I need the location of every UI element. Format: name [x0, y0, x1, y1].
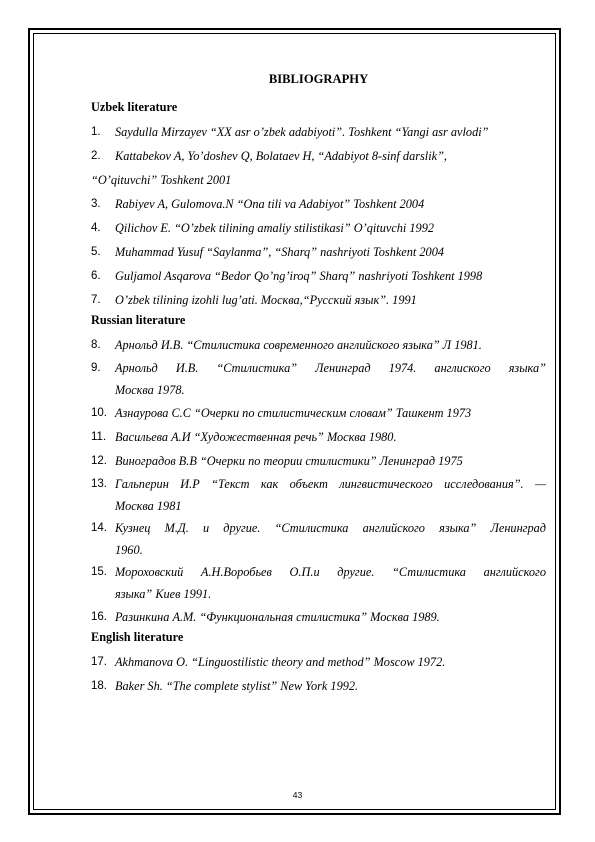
entry-number: 14.: [91, 522, 107, 534]
entry-number: 1.: [91, 126, 101, 138]
bib-entry-12: [91, 449, 546, 473]
entry-text: Saydulla Mirzayev “XX asr o’zbek adabiyoti”. Toshkent “Yangi asr avlodi”: [115, 125, 489, 139]
entry-text: Guljamol Asqarova “Bedor Qo’ng’iroq” Sharq” nashriyoti Toshkent 1998: [115, 269, 483, 283]
entry-number: 18.: [91, 680, 107, 692]
entry-text: Гальперин И.Р “Текст как объект лингвистического исследования”. —: [115, 477, 546, 491]
bib-entry-10: [91, 401, 546, 425]
entry-number: 2.: [91, 150, 101, 162]
entry-number: 7.: [91, 294, 101, 306]
entry-text: O’zbek tilining izohli lug’ati. Москва,“Русский язык”. 1991: [115, 293, 417, 307]
entry-continuation: “O’qituvchi” Toshkent 2001: [91, 173, 232, 187]
entry-text: Мороховский А.Н.Воробьев О.П.и другие. “Стилистика английского: [115, 565, 546, 579]
bibliography-content: [91, 66, 546, 698]
bib-entry-3: [91, 192, 546, 216]
entry-number: 12.: [91, 455, 107, 467]
entry-number: 5.: [91, 246, 101, 258]
entry-text: Азнаурова С.С “Очерки по стилистическим словам” Ташкент 1973: [115, 406, 472, 420]
entry-text: Арнольд И.В. “Стилистика современного английского языка” Л 1981.: [115, 338, 482, 352]
entry-continuation: Москва 1978.: [115, 383, 185, 397]
entry-number: 10.: [91, 407, 107, 419]
bib-entry-13: [91, 473, 546, 495]
entry-number: 6.: [91, 270, 101, 282]
entry-continuation: 1960.: [115, 543, 143, 557]
page-number: 43: [292, 790, 303, 800]
bib-entry-5: [91, 240, 546, 264]
bib-entry-6: [91, 264, 546, 288]
entry-number: 17.: [91, 656, 107, 668]
entry-number: 4.: [91, 222, 101, 234]
entry-number: 15.: [91, 566, 107, 578]
bib-entry-4: [91, 216, 546, 240]
entry-continuation: Москва 1981: [115, 499, 182, 513]
bib-entry-9: [91, 357, 546, 379]
entry-number: 11.: [91, 431, 107, 443]
section-heading-english: English literature: [91, 630, 184, 644]
entry-text: Rabiyev A, Gulomova.N “Ona tili va Adabiyot” Toshkent 2004: [115, 197, 425, 211]
section-heading-russian: Russian literature: [91, 313, 186, 327]
entry-number: 3.: [91, 198, 101, 210]
bib-entry-18: [91, 674, 546, 698]
entry-text: Кузнец М.Д. и другие. “Стилистика английского языка” Ленинград: [115, 521, 546, 535]
bib-entry-16: [91, 605, 546, 629]
entry-number: 9.: [91, 362, 101, 374]
entry-continuation: языка” Киев 1991.: [115, 587, 212, 601]
entry-text: Qilichov E. “O’zbek tilining amaliy stilistikasi” O’qituvchi 1992: [115, 221, 435, 235]
entry-text: Разинкина А.М. “Функциональная стилистика” Москва 1989.: [115, 610, 440, 624]
bib-entry-15: [91, 561, 546, 583]
entry-text: Baker Sh. “The complete stylist” New York 1992.: [115, 679, 359, 693]
bib-entry-14: [91, 517, 546, 539]
entry-text: Виноградов В.В “Очерки по теории стилистики” Ленинград 1975: [115, 454, 463, 468]
entry-text: Akhmanova O. “Linguostilistic theory and method” Moscow 1972.: [115, 655, 446, 669]
entry-text: Kattabekov A, Yo’doshev Q, Bolataev H, “Adabiyot 8-sinf darslik”,: [115, 149, 447, 163]
entry-text: Muhammad Yusuf “Saylanma”, “Sharq” nashriyoti Toshkent 2004: [115, 245, 444, 259]
entry-text: Арнольд И.В. “Стилистика” Ленинград 1974. англиского языка”: [115, 361, 546, 375]
bib-entry-11: [91, 425, 546, 449]
bib-entry-17: [91, 650, 546, 674]
entry-number: 13.: [91, 478, 107, 490]
entry-number: 8.: [91, 339, 101, 351]
bib-entry-7: [91, 288, 546, 312]
section-heading-uzbek: Uzbek literature: [91, 100, 178, 114]
bib-entry-8: [91, 333, 546, 357]
bib-entry-2: [91, 144, 546, 168]
entry-text: Васильева А.И “Художественная речь” Москва 1980.: [115, 430, 397, 444]
page-title: BIBLIOGRAPHY: [268, 72, 369, 86]
bib-entry-1: [91, 120, 546, 144]
entry-number: 16.: [91, 611, 107, 623]
